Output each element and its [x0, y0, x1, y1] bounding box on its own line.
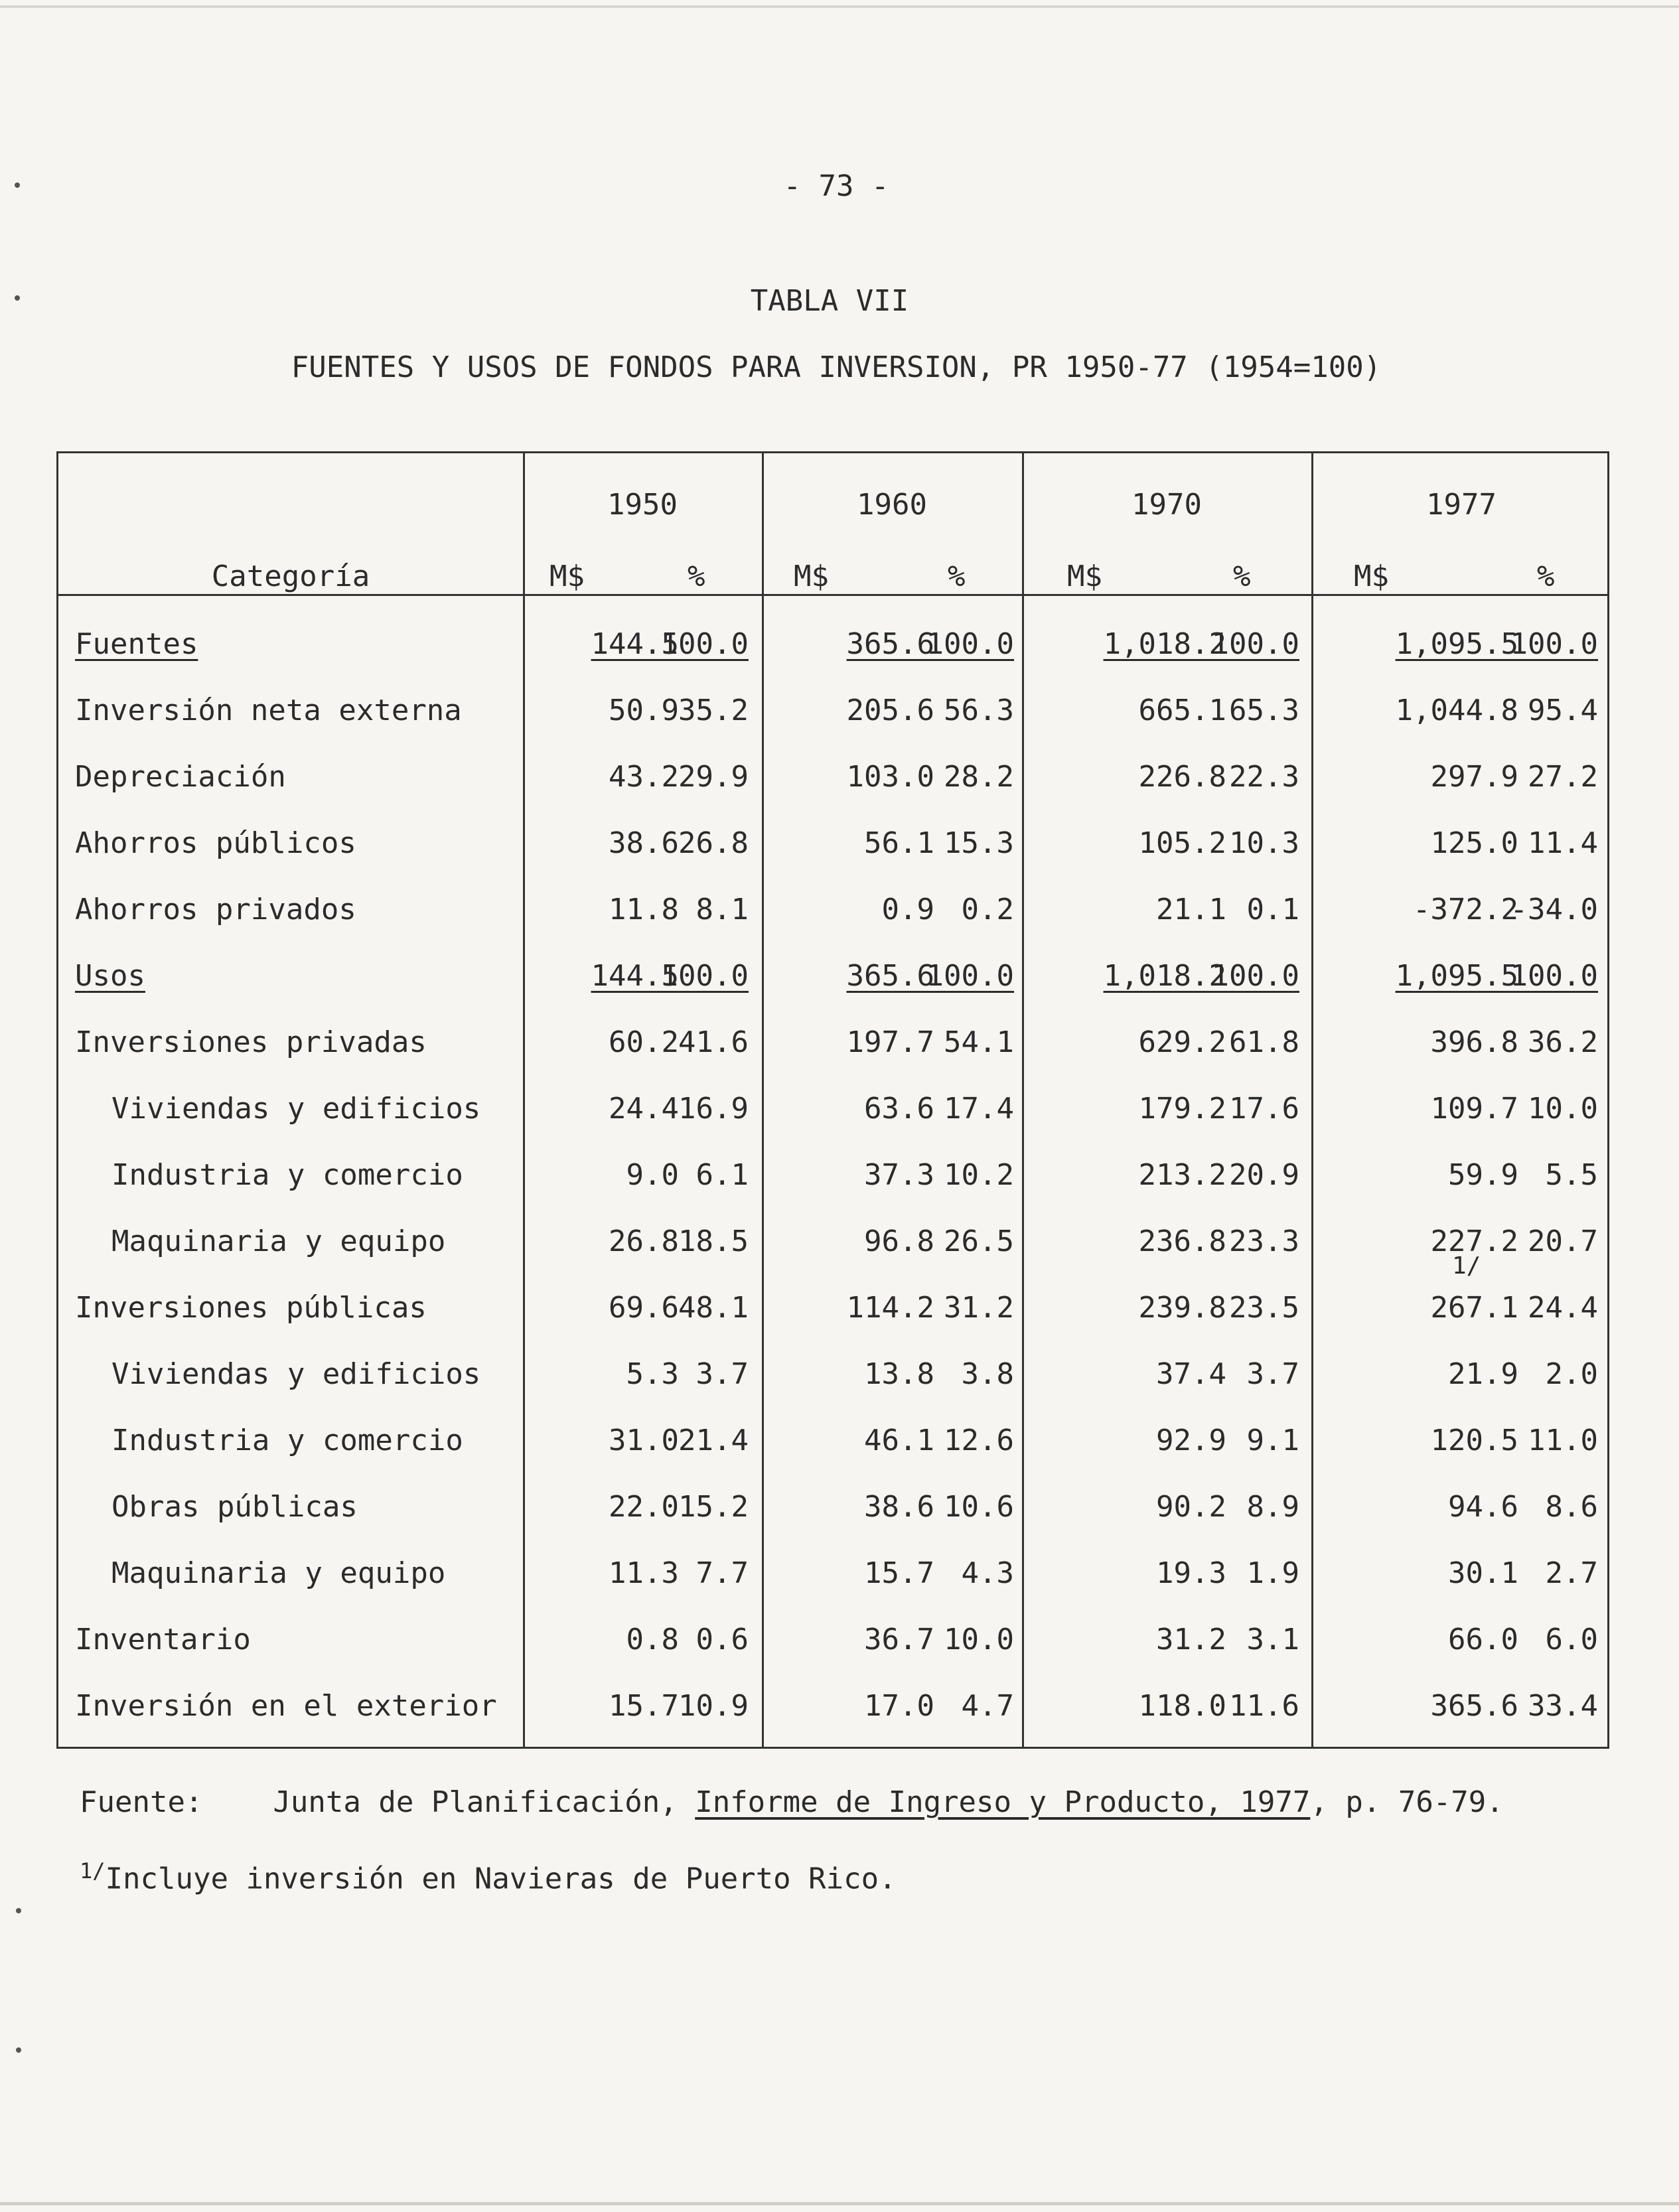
table-cell: 20.7	[1528, 1224, 1598, 1258]
table-cell: 37.4	[1156, 1357, 1226, 1391]
table-cell: 2.0	[1545, 1357, 1598, 1391]
table-cell: 10.9	[678, 1689, 749, 1723]
table-cell: 24.4	[609, 1092, 679, 1126]
table-cell: 31.0	[609, 1424, 679, 1457]
table-cell: 100.0	[660, 959, 749, 993]
header-unit-musd: M$	[794, 559, 829, 593]
row-label: Depreciación	[75, 760, 286, 794]
table-cell: 1,018.2	[1103, 627, 1226, 661]
table-cell: 12.6	[944, 1424, 1014, 1457]
table-cell: 10.0	[1528, 1092, 1598, 1126]
table-cell: 50.9	[609, 694, 679, 727]
table-cell: 15.7	[609, 1689, 679, 1723]
table-cell: 100.0	[1211, 959, 1299, 993]
table-cell: 38.6	[864, 1490, 934, 1524]
table-cell: 10.6	[944, 1490, 1014, 1524]
table-cell: 100.0	[1211, 627, 1299, 661]
table-cell: 236.8	[1138, 1224, 1226, 1258]
table-cell: 1,018.2	[1103, 959, 1226, 993]
table-cell: 35.2	[678, 694, 749, 727]
table-cell: 17.4	[944, 1092, 1014, 1126]
table-cell: 4.3	[961, 1556, 1014, 1590]
table-cell: 36.7	[864, 1623, 934, 1657]
table-cell: 1.9	[1246, 1556, 1299, 1590]
table-cell: 11.8	[609, 893, 679, 926]
table-cell: 125.0	[1430, 826, 1518, 860]
table-cell: 3.7	[695, 1357, 749, 1391]
table-cell: 267.1	[1430, 1291, 1518, 1325]
table-cell: 61.8	[1229, 1025, 1299, 1059]
footnote-marker-label: 1/	[80, 1858, 106, 1883]
table-cell: 48.1	[678, 1291, 749, 1325]
row-label: Fuentes	[75, 627, 198, 661]
table-cell: 11.0	[1528, 1424, 1598, 1457]
table-cell: 100.0	[1510, 627, 1598, 661]
row-label: Inversión en el exterior	[75, 1689, 497, 1723]
margin-speck	[15, 295, 20, 301]
table-cell: 665.1	[1138, 694, 1226, 727]
table-cell: -372.2	[1413, 893, 1518, 926]
row-label: Inversiones públicas	[75, 1291, 427, 1325]
table-cell: 95.4	[1528, 694, 1598, 727]
column-divider	[1311, 453, 1313, 1747]
footnote-text: Incluye inversión en Navieras de Puerto Rico.	[105, 1862, 897, 1896]
table-cell: 8.9	[1246, 1490, 1299, 1524]
table-cell: 56.1	[864, 826, 934, 860]
row-label: Ahorros privados	[75, 893, 356, 926]
table-cell: 16.9	[678, 1092, 749, 1126]
table-cell: 114.2	[846, 1291, 934, 1325]
source-title: Informe de Ingreso y Producto, 1977	[695, 1785, 1311, 1819]
table-cell: 7.7	[695, 1556, 749, 1590]
table-cell: 396.8	[1430, 1025, 1518, 1059]
table-cell: 11.4	[1528, 826, 1598, 860]
table-cell: 21.1	[1156, 893, 1226, 926]
table-cell: 213.2	[1138, 1158, 1226, 1192]
footnote	[80, 1858, 897, 1896]
table-cell: 100.0	[926, 959, 1014, 993]
table-cell: 29.9	[678, 760, 749, 794]
row-label: Inventario	[75, 1623, 251, 1657]
table-cell: 24.4	[1528, 1291, 1598, 1325]
table-cell: 1,095.5	[1395, 959, 1518, 993]
margin-speck	[16, 2047, 21, 2053]
table-cell: 239.8	[1138, 1291, 1226, 1325]
table-cell: 11.3	[609, 1556, 679, 1590]
header-unit-musd: M$	[1354, 559, 1389, 593]
table-cell: 197.7	[846, 1025, 934, 1059]
table-label: TABLA VII	[750, 284, 909, 318]
table-cell: 15.2	[678, 1490, 749, 1524]
table-cell: 103.0	[846, 760, 934, 794]
table-cell: 3.7	[1246, 1357, 1299, 1391]
row-label: Ahorros públicos	[75, 826, 356, 860]
table-cell: 17.0	[864, 1689, 934, 1723]
table-cell: 20.9	[1229, 1158, 1299, 1192]
table-cell: 26.8	[678, 826, 749, 860]
table-cell: 1,044.8	[1395, 694, 1518, 727]
table-cell: 92.9	[1156, 1424, 1226, 1457]
table-cell: 66.0	[1448, 1623, 1518, 1657]
table-cell: 100.0	[926, 627, 1014, 661]
table-cell: 144.5	[591, 959, 679, 993]
table-cell: 6.1	[695, 1158, 749, 1192]
table-cell: 19.3	[1156, 1556, 1226, 1590]
column-divider	[1022, 453, 1024, 1747]
row-label: Industria y comercio	[111, 1158, 463, 1192]
table-cell: 17.6	[1229, 1092, 1299, 1126]
table-cell: 226.8	[1138, 760, 1226, 794]
table-cell: 63.6	[864, 1092, 934, 1126]
header-unit-percent: %	[688, 559, 705, 593]
header-year-1977: 1977	[1426, 488, 1497, 522]
table-cell: 22.0	[609, 1490, 679, 1524]
table-cell: 120.5	[1430, 1424, 1518, 1457]
row-label: Maquinaria y equipo	[111, 1556, 446, 1590]
table-cell: 0.1	[1246, 893, 1299, 926]
table-cell: 205.6	[846, 694, 934, 727]
table-cell: 18.5	[678, 1224, 749, 1258]
row-label: Obras públicas	[111, 1490, 358, 1524]
header-category: Categoría	[211, 559, 370, 593]
table-cell: 11.6	[1229, 1689, 1299, 1723]
table-cell: 38.6	[609, 826, 679, 860]
row-label: Usos	[75, 959, 145, 993]
table-cell: 5.5	[1545, 1158, 1598, 1192]
table-cell: 26.5	[944, 1224, 1014, 1258]
table-cell: 46.1	[864, 1424, 934, 1457]
row-label: Viviendas y edificios	[111, 1092, 481, 1126]
table-cell: 365.6	[846, 627, 934, 661]
table-cell: 22.3	[1229, 760, 1299, 794]
table-cell: 4.7	[961, 1689, 1014, 1723]
table-cell: 8.1	[695, 893, 749, 926]
table-cell: 43.2	[609, 760, 679, 794]
table-cell: 144.5	[591, 627, 679, 661]
table-cell: 5.3	[626, 1357, 679, 1391]
table-cell: 13.8	[864, 1357, 934, 1391]
table-cell: 96.8	[864, 1224, 934, 1258]
table-cell: 15.3	[944, 826, 1014, 860]
header-year-1960: 1960	[857, 488, 927, 522]
table-cell: 90.2	[1156, 1490, 1226, 1524]
table-cell: 15.7	[864, 1556, 934, 1590]
table-cell: 179.2	[1138, 1092, 1226, 1126]
row-label: Industria y comercio	[111, 1424, 463, 1457]
table-cell: 105.2	[1138, 826, 1226, 860]
table-cell: 3.1	[1246, 1623, 1299, 1657]
source-prefix: Junta de Planificación,	[273, 1785, 678, 1819]
table-cell: 23.3	[1229, 1224, 1299, 1258]
header-unit-musd: M$	[549, 559, 585, 593]
table-cell: 9.0	[626, 1158, 679, 1192]
table-cell: 65.3	[1229, 694, 1299, 727]
page-number: - 73 -	[783, 169, 889, 203]
footnote-marker: 1/	[1452, 1252, 1481, 1280]
header-unit-percent: %	[1233, 559, 1251, 593]
table-cell: 59.9	[1448, 1158, 1518, 1192]
table-cell: 33.4	[1528, 1689, 1598, 1723]
table-cell: 36.2	[1528, 1025, 1598, 1059]
table-cell: 23.5	[1229, 1291, 1299, 1325]
table-cell: 30.1	[1448, 1556, 1518, 1590]
table-cell: 297.9	[1430, 760, 1518, 794]
table-cell: 0.2	[961, 893, 1014, 926]
header-unit-percent: %	[948, 559, 966, 593]
table-cell: 21.4	[678, 1424, 749, 1457]
table-cell: 28.2	[944, 760, 1014, 794]
table-cell: 0.8	[626, 1623, 679, 1657]
table-cell: 365.6	[846, 959, 934, 993]
table-cell: 0.9	[881, 893, 934, 926]
row-label: Inversión neta externa	[75, 694, 462, 727]
top-edge-rule	[0, 5, 1679, 8]
table-cell: 31.2	[944, 1291, 1014, 1325]
table-cell: 10.2	[944, 1158, 1014, 1192]
data-table	[56, 451, 1609, 1749]
table-cell: 629.2	[1138, 1025, 1226, 1059]
row-label: Viviendas y edificios	[111, 1357, 481, 1391]
margin-speck	[16, 1908, 21, 1913]
margin-speck	[15, 183, 20, 188]
header-year-1970: 1970	[1132, 488, 1202, 522]
row-label: Inversiones privadas	[75, 1025, 427, 1059]
table-cell: 100.0	[660, 627, 749, 661]
table-cell: -34.0	[1510, 893, 1598, 926]
table-cell: 21.9	[1448, 1357, 1518, 1391]
table-cell: 37.3	[864, 1158, 934, 1192]
table-cell: 118.0	[1138, 1689, 1226, 1723]
table-cell: 9.1	[1246, 1424, 1299, 1457]
table-cell: 365.6	[1430, 1689, 1518, 1723]
table-title: FUENTES Y USOS DE FONDOS PARA INVERSION, PR 1950-77 (1954=100)	[291, 350, 1382, 384]
table-cell: 8.6	[1545, 1490, 1598, 1524]
header-unit-percent: %	[1537, 559, 1555, 593]
table-cell: 26.8	[609, 1224, 679, 1258]
source-label: Fuente:	[80, 1785, 203, 1819]
source-suffix: , p. 76-79.	[1310, 1785, 1504, 1819]
table-cell: 94.6	[1448, 1490, 1518, 1524]
table-cell: 3.8	[961, 1357, 1014, 1391]
table-cell: 109.7	[1430, 1092, 1518, 1126]
table-cell: 100.0	[1510, 959, 1598, 993]
table-cell: 54.1	[944, 1025, 1014, 1059]
table-cell: 10.3	[1229, 826, 1299, 860]
header-unit-musd: M$	[1067, 559, 1102, 593]
table-cell: 60.2	[609, 1025, 679, 1059]
table-cell: 41.6	[678, 1025, 749, 1059]
table-cell: 69.6	[609, 1291, 679, 1325]
table-cell: 6.0	[1545, 1623, 1598, 1657]
table-cell: 2.7	[1545, 1556, 1598, 1590]
table-cell: 31.2	[1156, 1623, 1226, 1657]
table-cell: 227.2	[1430, 1224, 1518, 1258]
header-year-1950: 1950	[607, 488, 678, 522]
source-note	[80, 1785, 1504, 1819]
table-cell: 27.2	[1528, 760, 1598, 794]
table-cell: 56.3	[944, 694, 1014, 727]
table-cell: 0.6	[695, 1623, 749, 1657]
table-cell: 10.0	[944, 1623, 1014, 1657]
row-label: Maquinaria y equipo	[111, 1224, 446, 1258]
bottom-edge-rule	[0, 2202, 1679, 2205]
table-cell: 1,095.5	[1395, 627, 1518, 661]
